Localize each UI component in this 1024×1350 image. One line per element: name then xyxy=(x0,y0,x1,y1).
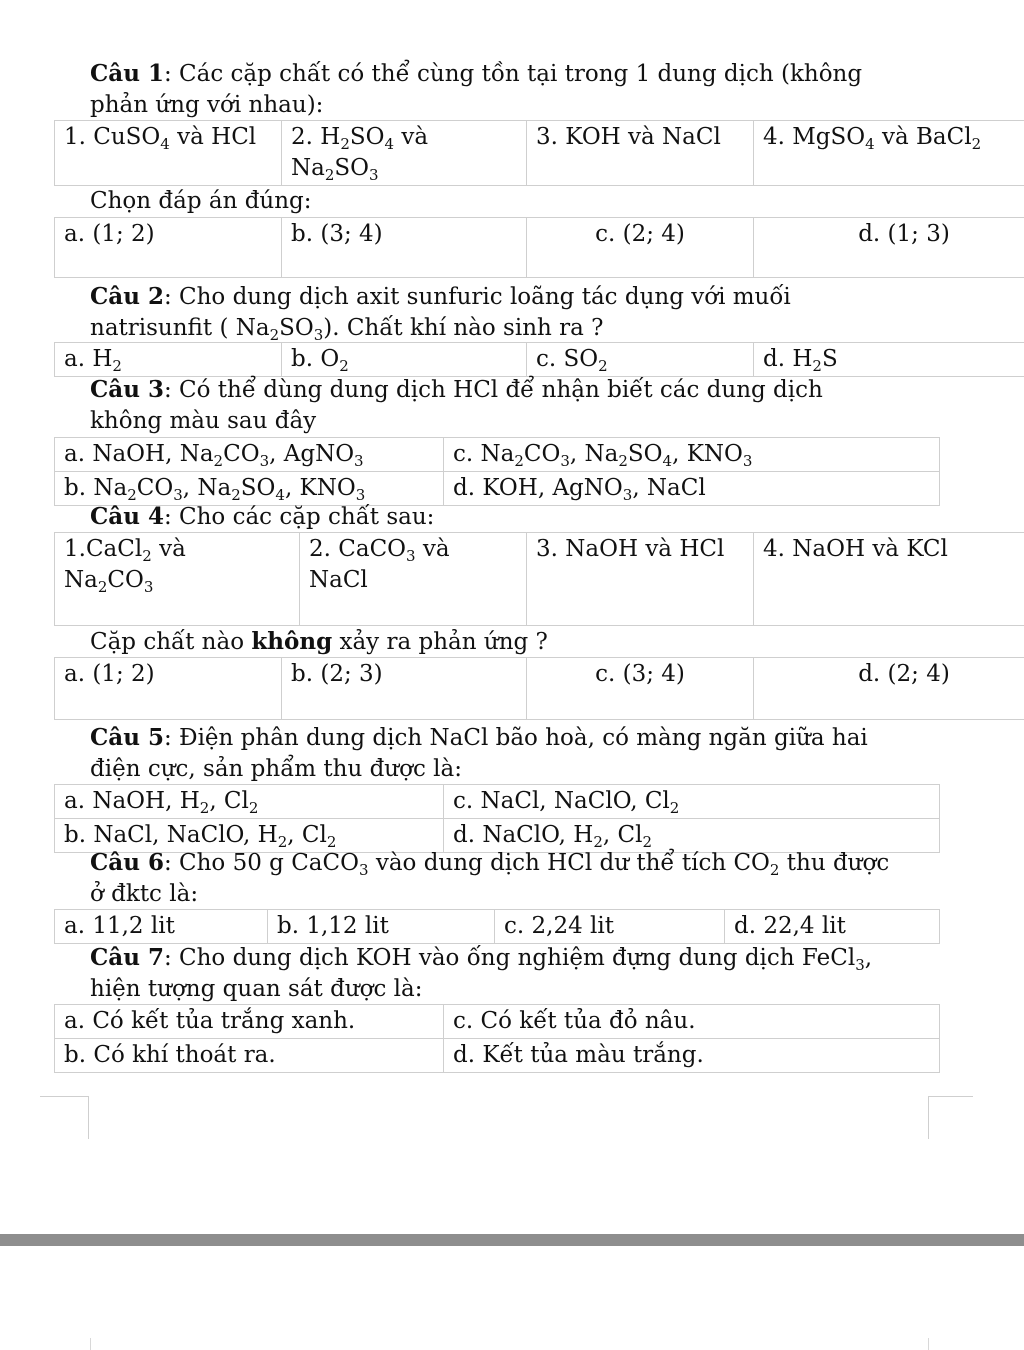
q3-label: Câu 3 xyxy=(90,376,164,403)
q2-option-c[interactable]: c. $SO_2$ xyxy=(527,343,754,377)
q4-pair-4: 4. NaOH và KCl xyxy=(754,533,1024,626)
q7-text-1: : Cho dung dịch KOH vào ống nghiệm đựng dung dịch FeCl$_3$, xyxy=(163,945,873,974)
margin-tick-right xyxy=(928,1338,929,1350)
q3-option-c[interactable]: c. $Na_2CO_3$, $Na_2SO_4$, $KNO_3$ xyxy=(444,438,940,472)
q1-option-c[interactable]: c. (2; 4) xyxy=(527,218,754,278)
q7-option-b[interactable]: b. Có khí thoát ra. xyxy=(55,1039,444,1073)
q5-text-1: : Điện phân dung dịch NaCl bão hoà, có màng ngăn giữa hai xyxy=(163,725,868,751)
q5-option-d[interactable]: d. NaClO, $H_2$, $Cl_2$ xyxy=(444,819,940,853)
q4-options-table xyxy=(54,657,1024,720)
q6-text-2: ở đktc là: xyxy=(90,881,199,907)
q7-option-c[interactable]: c. Có kết tủa đỏ nâu. xyxy=(444,1005,940,1039)
q3-option-a[interactable]: a. NaOH, $Na_2CO_3$, AgNO$_3$ xyxy=(55,438,444,472)
q2-label: Câu 2 xyxy=(90,283,164,310)
q1-pair-2-line2: $Na_2SO_3$ xyxy=(291,155,379,184)
q1-pair-2-line1: 2. $H_2SO_4$ và xyxy=(291,124,429,153)
q7-text-2: hiện tượng quan sát được là: xyxy=(90,976,423,1002)
q4-pair-2 xyxy=(300,533,527,626)
q3-option-b[interactable]: b. $Na_2CO_3$, $Na_2SO_4$, $KNO_3$ xyxy=(55,472,444,506)
q4-pair-3: 3. NaOH và HCl xyxy=(527,533,754,626)
q6-option-b[interactable]: b. 1,12 lit xyxy=(268,910,495,944)
q7-stem xyxy=(90,942,990,1005)
q6-option-a[interactable]: a. 11,2 lit xyxy=(55,910,268,944)
margin-mark-left xyxy=(40,1096,89,1139)
q3-options-table xyxy=(54,437,940,506)
q1-option-a[interactable]: a. (1; 2) xyxy=(55,218,282,278)
q2-option-d[interactable]: d. $H_2S$ xyxy=(754,343,1024,377)
q5-options-table xyxy=(54,784,940,853)
q6-option-c[interactable]: c. 2,24 lit xyxy=(495,910,725,944)
q6-stem xyxy=(90,847,990,910)
q7-label: Câu 7 xyxy=(90,944,164,971)
q7-option-d[interactable]: d. Kết tủa màu trắng. xyxy=(444,1039,940,1073)
q6-label: Câu 6 xyxy=(90,849,164,876)
q4-pair-2-line1: 2. CaCO$_3$ và xyxy=(309,536,450,565)
q4-prompt-post: xảy ra phản ứng ? xyxy=(332,629,548,655)
q4-pairs-table xyxy=(54,532,1024,626)
q2-stem xyxy=(90,281,990,344)
page-break-bar xyxy=(0,1234,1024,1246)
q1-text-1: : Các cặp chất có thể cùng tồn tại trong 1 dung dịch (không xyxy=(163,61,863,87)
q1-label: Câu 1 xyxy=(90,60,164,87)
q1-pair-2 xyxy=(282,121,527,186)
q4-option-c[interactable]: c. (3; 4) xyxy=(527,658,754,720)
q3-option-d[interactable]: d. KOH, AgNO$_3$, NaCl xyxy=(444,472,940,506)
q4-prompt-bold: không xyxy=(251,628,333,655)
q1-text-2: phản ứng với nhau): xyxy=(90,92,324,118)
q1-stem xyxy=(90,58,990,121)
q7-option-a[interactable]: a. Có kết tủa trắng xanh. xyxy=(55,1005,444,1039)
q5-text-2: điện cực, sản phẩm thu được là: xyxy=(90,756,462,782)
q5-label: Câu 5 xyxy=(90,724,164,751)
q4-pair-1-line2: $Na_2CO_3$ xyxy=(64,567,154,596)
margin-mark-right xyxy=(928,1096,973,1139)
q4-pair-1-line1: 1.CaCl$_2$ và xyxy=(64,536,186,565)
q1-pair-4: 4. MgSO$_4$ và BaCl$_2$ xyxy=(754,121,1024,186)
q4-text-1: : Cho các cặp chất sau: xyxy=(163,504,435,530)
q5-option-b[interactable]: b. NaCl, NaClO, $H_2$, $Cl_2$ xyxy=(55,819,444,853)
q6-option-d[interactable]: d. 22,4 lit xyxy=(725,910,940,944)
q1-option-d[interactable]: d. (1; 3) xyxy=(754,218,1024,278)
q3-text-1: : Có thể dùng dung dịch HCl để nhận biết các dung dịch xyxy=(163,377,823,403)
q5-stem xyxy=(90,722,990,785)
q5-option-c[interactable]: c. NaCl, NaClO, $Cl_2$ xyxy=(444,785,940,819)
q4-prompt xyxy=(90,626,990,658)
q1-options-table xyxy=(54,217,1024,278)
q2-text-2: natrisunfit ( $Na_2SO_3$). Chất khí nào sinh ra ? xyxy=(90,315,604,344)
q2-options-table xyxy=(54,342,1024,377)
q3-text-2: không màu sau đây xyxy=(90,408,317,434)
q4-option-d[interactable]: d. (2; 4) xyxy=(754,658,1024,720)
q3-stem xyxy=(90,374,990,437)
q4-option-a[interactable]: a. (1; 2) xyxy=(55,658,282,720)
q4-stem xyxy=(90,501,990,533)
q4-label: Câu 4 xyxy=(90,503,164,530)
margin-tick-left xyxy=(90,1338,91,1350)
q4-pair-2-line2: NaCl xyxy=(309,567,368,593)
q1-option-b[interactable]: b. (3; 4) xyxy=(282,218,527,278)
q6-options-table xyxy=(54,909,940,944)
q2-option-b[interactable]: b. $O_2$ xyxy=(282,343,527,377)
q2-option-a[interactable]: a. $H_2$ xyxy=(55,343,282,377)
q1-prompt: Chọn đáp án đúng: xyxy=(90,188,312,214)
q1-pair-3: 3. KOH và NaCl xyxy=(527,121,754,186)
q6-text-1: : Cho 50 g CaCO$_3$ vào dung dịch HCl dư thể tích $CO_2$ thu được xyxy=(163,850,890,879)
q2-text-1: : Cho dung dịch axit sunfuric loãng tác dụng với muối xyxy=(163,284,791,310)
q4-pair-1 xyxy=(55,533,300,626)
q1-pair-1: 1. CuSO$_4$ và HCl xyxy=(55,121,282,186)
q5-option-a[interactable]: a. NaOH, $H_2$, $Cl_2$ xyxy=(55,785,444,819)
q4-prompt-pre: Cặp chất nào xyxy=(90,629,252,655)
q1-pairs-table xyxy=(54,120,1024,186)
q4-option-b[interactable]: b. (2; 3) xyxy=(282,658,527,720)
q7-options-table xyxy=(54,1004,940,1073)
